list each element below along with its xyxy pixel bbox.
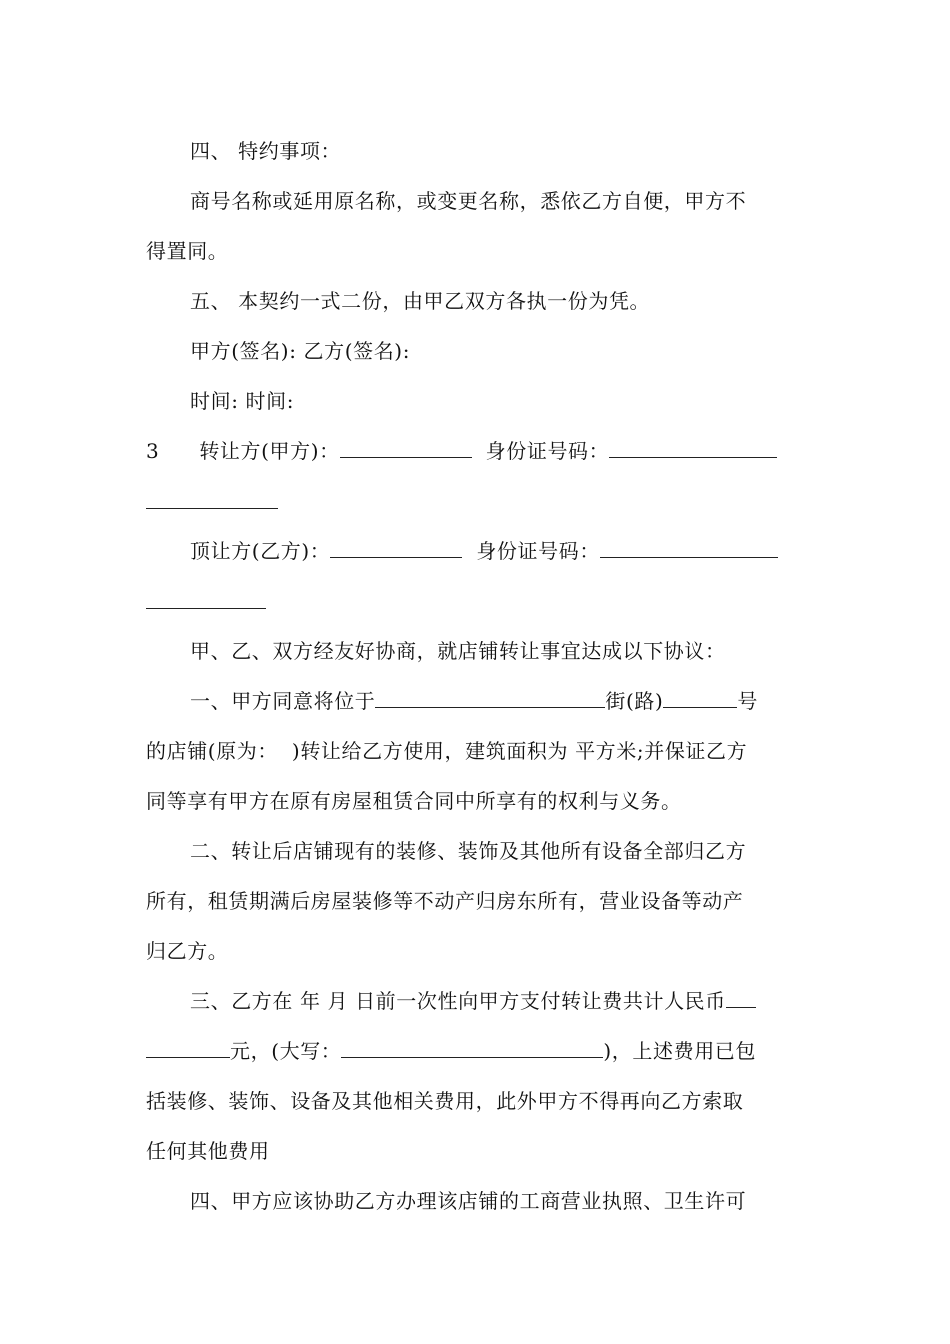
amount-in-words-blank[interactable] bbox=[341, 1039, 603, 1058]
clause-text: )，上述费用已包 bbox=[603, 1039, 757, 1063]
location-blank[interactable] bbox=[375, 689, 605, 708]
transferor-id-blank[interactable] bbox=[609, 439, 777, 458]
clause-text: 元，(大写： bbox=[230, 1039, 342, 1063]
clause-1-line-1 bbox=[190, 686, 758, 716]
clause-text: 街(路) bbox=[605, 689, 664, 713]
clause-4-line-1: 四、甲方应该协助乙方办理该店铺的工商营业执照、卫生许可 bbox=[190, 1189, 747, 1213]
clause-2-line-2: 所有，租赁期满后房屋装修等不动产归房东所有，营业设备等动产 bbox=[146, 889, 744, 913]
date-line: 时间: 时间: bbox=[190, 389, 295, 413]
clause-text: 号 bbox=[737, 689, 759, 713]
clause-1-line-3: 同等享有甲方在原有房屋租赁合同中所享有的权利与义务。 bbox=[146, 789, 682, 813]
paragraph-line: 得置同。 bbox=[146, 239, 229, 263]
transferee-name-blank[interactable] bbox=[330, 539, 462, 558]
transferee-line bbox=[190, 536, 778, 566]
clause-1-line-2: 的店铺(原为： )转让给乙方使用，建筑面积为 平方米;并保证乙方 bbox=[146, 739, 748, 763]
agreement-intro: 甲、乙、双方经友好协商，就店铺转让事宜达成以下协议： bbox=[190, 639, 726, 663]
paragraph-line: 商号名称或延用原名称，或变更名称，悉依乙方自便，甲方不 bbox=[190, 189, 747, 213]
signature-line: 甲方(签名): 乙方(签名): bbox=[190, 339, 411, 363]
clause-3-line-2 bbox=[146, 1036, 756, 1066]
amount-blank[interactable] bbox=[726, 989, 756, 1008]
transferee-id-blank-continued[interactable] bbox=[146, 608, 266, 609]
id-number-label: 身份证号码： bbox=[485, 439, 610, 463]
special-terms-heading: 四、 特约事项： bbox=[190, 139, 342, 163]
transferor-line bbox=[146, 436, 777, 466]
clause-text: 三、乙方在 年 月 日前一次性向甲方支付转让费共计人民币 bbox=[190, 989, 726, 1013]
clause-text: 一、甲方同意将位于 bbox=[190, 689, 376, 713]
id-number-label: 身份证号码： bbox=[476, 539, 600, 563]
street-number-blank[interactable] bbox=[663, 689, 737, 708]
transferor-label: 转让方(甲方)： bbox=[199, 439, 340, 463]
clause-2-line-3: 归乙方。 bbox=[146, 939, 229, 963]
amount-blank-continued[interactable] bbox=[146, 1039, 230, 1058]
transferor-name-blank[interactable] bbox=[340, 439, 472, 458]
clause-2-line-1: 二、转让后店铺现有的装修、装饰及其他所有设备全部归乙方 bbox=[190, 839, 747, 863]
section-number: 3 bbox=[146, 439, 160, 463]
transferee-label: 顶让方(乙方)： bbox=[190, 539, 331, 563]
clause-3-line-4: 任何其他费用 bbox=[146, 1139, 270, 1163]
contract-copies-line: 五、 本契约一式二份，由甲乙双方各执一份为凭。 bbox=[190, 289, 651, 313]
clause-3-line-1 bbox=[190, 986, 756, 1016]
clause-3-line-3: 括装修、装饰、设备及其他相关费用，此外甲方不得再向乙方索取 bbox=[146, 1089, 744, 1113]
transferor-id-blank-continued[interactable] bbox=[146, 508, 278, 509]
transferee-id-blank[interactable] bbox=[600, 539, 778, 558]
